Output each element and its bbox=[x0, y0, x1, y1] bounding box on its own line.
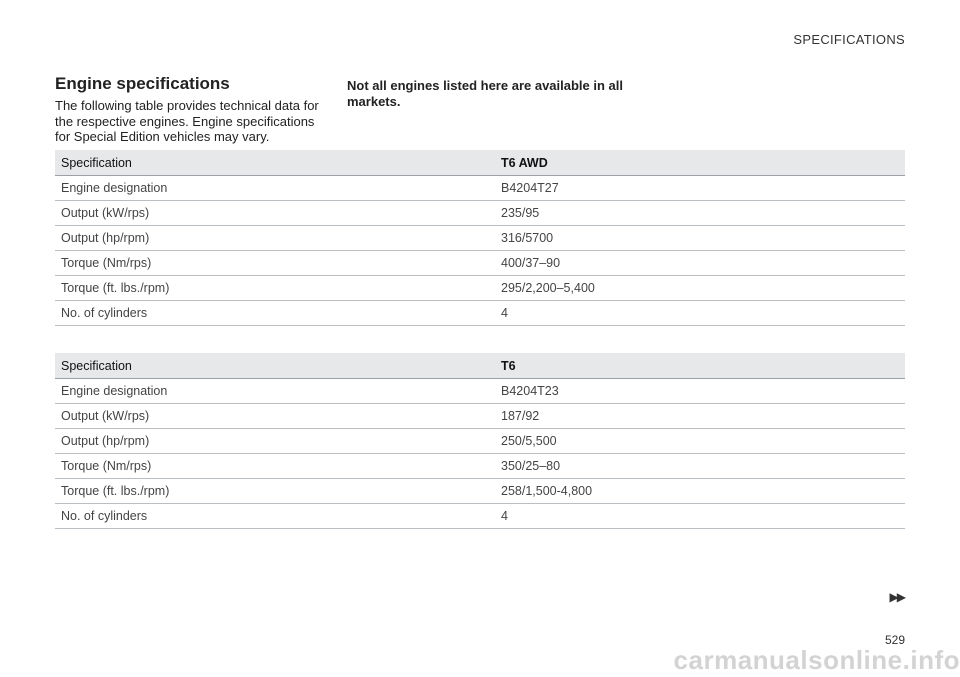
table-row bbox=[55, 301, 905, 326]
row-label: No. of cylinders bbox=[55, 301, 495, 326]
column-header: Specification bbox=[55, 150, 495, 176]
intro-paragraph: The following table provides technical data for the respective engines. Engine specifications for Special Edition vehicles may vary. bbox=[55, 98, 319, 144]
row-label: Engine designation bbox=[55, 379, 495, 404]
column-header: T6 AWD bbox=[495, 150, 905, 176]
column-header: Specification bbox=[55, 353, 495, 379]
availability-note: Not all engines listed here are available in all markets. bbox=[347, 78, 623, 109]
row-value: B4204T27 bbox=[495, 176, 905, 201]
row-value: 4 bbox=[495, 504, 905, 529]
row-label: Torque (ft. lbs./rpm) bbox=[55, 479, 495, 504]
table-row bbox=[55, 176, 905, 201]
header-section-title: SPECIFICATIONS bbox=[793, 32, 905, 47]
row-value: 250/5,500 bbox=[495, 429, 905, 454]
row-value: B4204T23 bbox=[495, 379, 905, 404]
page-number: 529 bbox=[884, 633, 905, 647]
table-header-row bbox=[55, 150, 905, 176]
double-chevron-right-icon[interactable]: ▶▶ bbox=[889, 590, 904, 604]
row-value: 187/92 bbox=[495, 404, 905, 429]
row-value: 316/5700 bbox=[495, 226, 905, 251]
row-value: 4 bbox=[495, 301, 905, 326]
table-row bbox=[55, 504, 905, 529]
row-label: Output (hp/rpm) bbox=[55, 429, 495, 454]
row-value: 258/1,500-4,800 bbox=[495, 479, 905, 504]
table-row bbox=[55, 479, 905, 504]
row-label: Torque (Nm/rps) bbox=[55, 454, 495, 479]
page-title: Engine specifications bbox=[55, 74, 230, 93]
row-value: 400/37–90 bbox=[495, 251, 905, 276]
row-label: Torque (Nm/rps) bbox=[55, 251, 495, 276]
row-label: Torque (ft. lbs./rpm) bbox=[55, 276, 495, 301]
row-label: Output (kW/rps) bbox=[55, 201, 495, 226]
table-header-row bbox=[55, 353, 905, 379]
table-row bbox=[55, 226, 905, 251]
table-row bbox=[55, 276, 905, 301]
column-header: T6 bbox=[495, 353, 905, 379]
table-row bbox=[55, 454, 905, 479]
table-row bbox=[55, 201, 905, 226]
table-row bbox=[55, 429, 905, 454]
row-label: Engine designation bbox=[55, 176, 495, 201]
spec-table-t6-awd bbox=[55, 150, 905, 326]
row-value: 235/95 bbox=[495, 201, 905, 226]
watermark: carmanualsonline.info bbox=[673, 645, 960, 675]
table-row bbox=[55, 251, 905, 276]
spec-table-t6 bbox=[55, 353, 905, 529]
table-row bbox=[55, 404, 905, 429]
row-label: No. of cylinders bbox=[55, 504, 495, 529]
row-label: Output (hp/rpm) bbox=[55, 226, 495, 251]
row-label: Output (kW/rps) bbox=[55, 404, 495, 429]
row-value: 350/25–80 bbox=[495, 454, 905, 479]
table-row bbox=[55, 379, 905, 404]
row-value: 295/2,200–5,400 bbox=[495, 276, 905, 301]
